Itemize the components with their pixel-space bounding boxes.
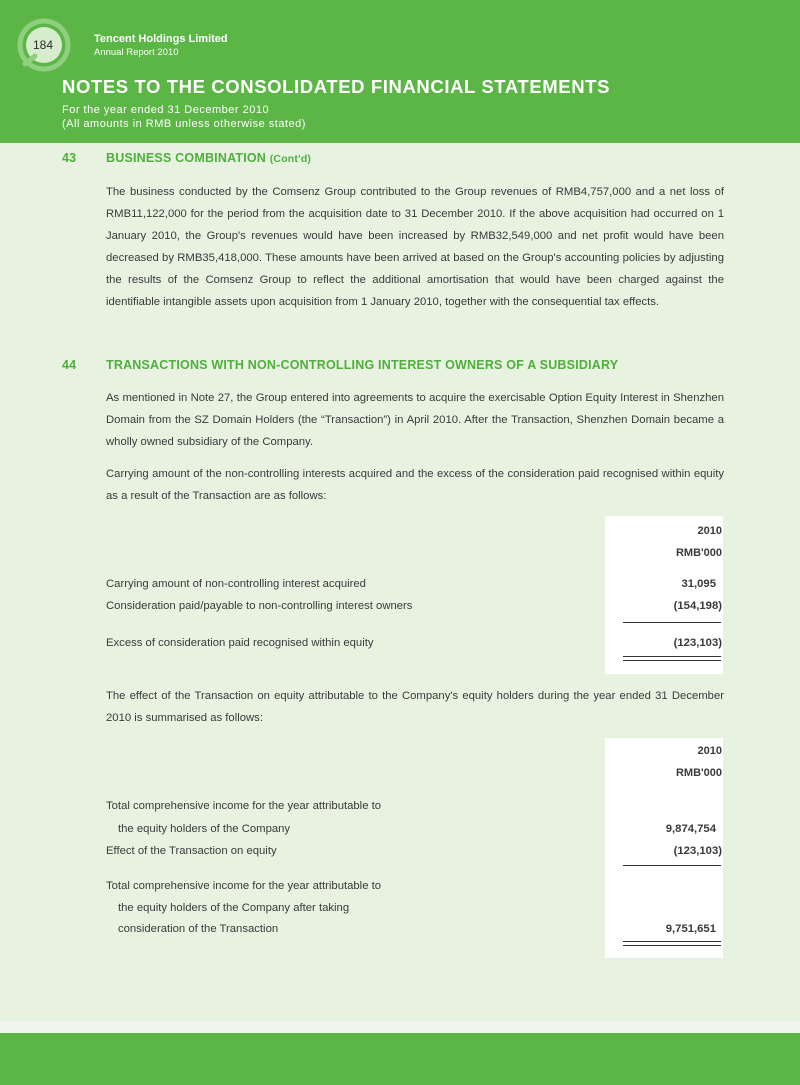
page-number: 184 — [32, 38, 54, 52]
section-number: 44 — [62, 358, 77, 372]
section-title: BUSINESS COMBINATION — [106, 151, 267, 165]
page-subtitle-period: For the year ended 31 December 2010 — [62, 104, 270, 116]
table-row-label: the equity holders of the Company after taking — [118, 902, 350, 914]
table-row-value: 9,874,754 — [665, 823, 716, 835]
section-43-paragraph: The business conducted by the Comsenz Group contributed to the Group revenues of RMB4,757,000 and a net loss of RMB11,122,000 for the period from the acquisition date to 31 December 2010. If the above acquisition had occurred on 1 January 2010, the Group's revenues would have been increased by RMB32,549,000 and net profit would have been decreased by RMB35,418,000. These amounts have been arrived at based on the Group's accounting policies by adjusting the results of the Comsenz Group to reflect the additional amortisation that would have been charged against the identifiable intangible assets upon acquisition from 1 January 2010, together with the consequential tax effects. — [106, 186, 724, 308]
section-title: TRANSACTIONS WITH NON-CONTROLLING INTEREST OWNERS OF A SUBSIDIARY — [106, 358, 619, 372]
table-2-year-header: 2010 — [697, 745, 722, 757]
page-footer-bar — [0, 1033, 800, 1085]
table-row-label: consideration of the Transaction — [118, 923, 279, 935]
table-row-label: Consideration paid/payable to non-controlling interest owners — [106, 600, 413, 612]
table-row-label: Total comprehensive income for the year attributable to — [106, 880, 382, 892]
table-row-label: the equity holders of the Company — [118, 823, 291, 835]
table-row-label: Total comprehensive income for the year attributable to — [106, 800, 382, 812]
section-number: 43 — [62, 151, 77, 165]
page-subtitle-currency: (All amounts in RMB unless otherwise stated) — [62, 118, 306, 130]
table-2-unit-header: RMB'000 — [675, 767, 722, 779]
company-name: Tencent Holdings Limited — [94, 33, 228, 45]
footer-divider — [0, 1022, 800, 1033]
table-row-value: (154,198) — [673, 600, 722, 612]
section-44-paragraph-1: As mentioned in Note 27, the Group entered into agreements to acquire the exercisable Option Equity Interest in Shenzhen Domain from the SZ Domain Holders (the “Transaction”) in April 2010. After the Transaction, Shenzhen Domain became a wholly owned subsidiary of the Company. — [106, 392, 724, 448]
table-1-unit-header: RMB'000 — [675, 547, 722, 559]
table-row-label: Carrying amount of non-controlling interest acquired — [106, 578, 366, 590]
total-double-rule-top — [623, 656, 721, 657]
table-row-value: (123,103) — [673, 637, 722, 649]
section-44-heading — [62, 358, 618, 372]
table-row-label: Excess of consideration paid recognised within equity — [106, 637, 374, 649]
page-header — [0, 0, 800, 143]
table-row-value: 9,751,651 — [665, 923, 716, 935]
table-row-value: (123,103) — [673, 845, 722, 857]
total-double-rule-top — [623, 941, 721, 942]
section-43-heading — [62, 151, 311, 165]
section-continued-label: (Cont'd) — [269, 153, 312, 165]
table-row-value: 31,095 — [681, 578, 716, 590]
total-double-rule-bottom — [623, 945, 721, 946]
subtotal-rule — [623, 865, 721, 866]
section-44-paragraph-3: The effect of the Transaction on equity attributable to the Company's equity holders during the year ended 31 December 2010 is summarised as follows: — [106, 690, 724, 724]
report-name: Annual Report 2010 — [94, 47, 179, 58]
total-double-rule-bottom — [623, 660, 721, 661]
page-title: NOTES TO THE CONSOLIDATED FINANCIAL STATEMENTS — [62, 76, 611, 97]
table-row-label: Effect of the Transaction on equity — [106, 845, 277, 857]
section-44-paragraph-2: Carrying amount of the non-controlling interests acquired and the excess of the consideration paid recognised within equity as a result of the Transaction are as follows: — [106, 468, 724, 502]
table-1-year-header: 2010 — [697, 525, 722, 537]
subtotal-rule — [623, 622, 721, 623]
table-1-value-column — [605, 516, 723, 674]
